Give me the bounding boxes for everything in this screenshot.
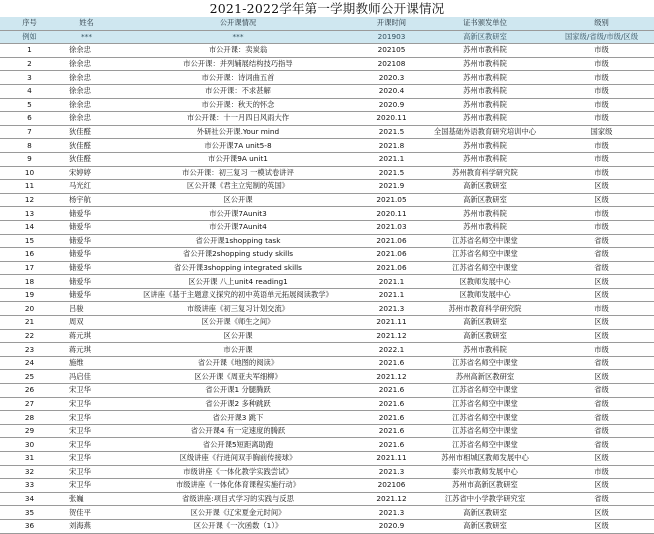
cell-index[interactable]: 10 xyxy=(0,166,59,180)
cell-issuer[interactable]: 苏州市高新区教研室 xyxy=(421,479,549,493)
cell-lesson[interactable]: 省级讲座:项目式学习的实践与反思 xyxy=(114,492,362,506)
cell-issuer[interactable]: 江苏省名师空中课堂 xyxy=(421,356,549,370)
cell-level[interactable]: 省级 xyxy=(549,234,654,248)
cell-teacher[interactable]: 储爱华 xyxy=(59,275,114,289)
cell-lesson[interactable]: 市公开课：诗词曲五首 xyxy=(114,71,362,85)
cell-date[interactable]: 2021.6 xyxy=(362,384,421,398)
cell-date[interactable]: 2022.1 xyxy=(362,343,421,357)
cell-index[interactable]: 25 xyxy=(0,370,59,384)
cell-issuer[interactable]: 江苏省名师空中课堂 xyxy=(421,424,549,438)
cell-index[interactable]: 21 xyxy=(0,316,59,330)
cell-index[interactable]: 6 xyxy=(0,112,59,126)
cell-level[interactable]: 省级 xyxy=(549,261,654,275)
cell-date[interactable]: 2021.9 xyxy=(362,180,421,194)
cell-issuer[interactable]: 苏州市教科院 xyxy=(421,71,549,85)
cell-index[interactable]: 34 xyxy=(0,492,59,506)
cell-level[interactable]: 国家级 xyxy=(549,125,654,139)
cell-index[interactable]: 8 xyxy=(0,139,59,153)
cell-teacher[interactable]: 宋卫华 xyxy=(59,465,114,479)
cell-teacher[interactable]: 贺佳平 xyxy=(59,506,114,520)
cell-date[interactable]: 202105 xyxy=(362,44,421,58)
cell-date[interactable]: 2020.11 xyxy=(362,112,421,126)
cell-issuer[interactable]: 江苏省名师空中课堂 xyxy=(421,438,549,452)
cell-issuer[interactable]: 高新区教研室 xyxy=(421,316,549,330)
cell-issuer[interactable]: 江苏省中小学教学研究室 xyxy=(421,492,549,506)
cell-issuer[interactable]: 苏州市教科院 xyxy=(421,343,549,357)
table-row xyxy=(0,98,654,112)
cell-date[interactable]: 2020.9 xyxy=(362,98,421,112)
table-row xyxy=(0,397,654,411)
cell-issuer[interactable]: 区教师发展中心 xyxy=(421,288,549,302)
table-row xyxy=(0,411,654,425)
cell-index[interactable]: 22 xyxy=(0,329,59,343)
cell-date[interactable]: 2021.11 xyxy=(362,452,421,466)
cell-issuer[interactable]: 高新区教研室 xyxy=(421,180,549,194)
cell-index[interactable]: 11 xyxy=(0,180,59,194)
cell-issuer[interactable]: 高新区教研室 xyxy=(421,329,549,343)
cell-date[interactable]: 2021.3 xyxy=(362,465,421,479)
table-row xyxy=(0,492,654,506)
table-row xyxy=(0,139,654,153)
table-row xyxy=(0,438,654,452)
cell-teacher[interactable]: 蒋元琪 xyxy=(59,343,114,357)
cell-level[interactable]: 省级 xyxy=(549,397,654,411)
table-row xyxy=(0,465,654,479)
cell-level[interactable]: 省级 xyxy=(549,248,654,262)
cell-index[interactable]: 28 xyxy=(0,411,59,425)
cell-level[interactable]: 省级 xyxy=(549,384,654,398)
cell-date[interactable]: 2021.3 xyxy=(362,506,421,520)
header-cell-name[interactable]: 姓名 xyxy=(59,17,114,30)
table-row xyxy=(0,261,654,275)
cell-lesson[interactable]: 外研社公开课.Your mind xyxy=(114,125,362,139)
cell-teacher[interactable]: 宋卫华 xyxy=(59,397,114,411)
cell-issuer[interactable]: 苏州市教科院 xyxy=(421,44,549,58)
cell-date[interactable]: 2021.12 xyxy=(362,329,421,343)
cell-teacher[interactable]: 储爱华 xyxy=(59,207,114,221)
cell-date[interactable]: 2021.5 xyxy=(362,125,421,139)
cell-index[interactable]: 15 xyxy=(0,234,59,248)
cell-teacher[interactable]: 宋卫华 xyxy=(59,411,114,425)
cell-date[interactable]: 2021.6 xyxy=(362,424,421,438)
cell-issuer[interactable]: 高新区教研室 xyxy=(421,506,549,520)
cell-teacher[interactable]: 狄佳醛 xyxy=(59,152,114,166)
cell-date[interactable]: 2021.6 xyxy=(362,411,421,425)
cell-index[interactable]: 18 xyxy=(0,275,59,289)
table-row xyxy=(0,288,654,302)
cell-lesson[interactable]: 市级讲座《一体化体育课程实施行动》 xyxy=(114,479,362,493)
cell-lesson[interactable]: 省公开课1 分腿腾跃 xyxy=(114,384,362,398)
cell-lesson[interactable]: 市级讲座《初三复习计划交流》 xyxy=(114,302,362,316)
cell-lesson[interactable]: 市公开课7Aunit3 xyxy=(114,207,362,221)
cell-teacher[interactable]: 宋卫华 xyxy=(59,424,114,438)
cell-teacher[interactable]: 宋卫华 xyxy=(59,438,114,452)
table-row xyxy=(0,112,654,126)
table-row xyxy=(0,71,654,85)
cell-teacher[interactable]: 徐余忠 xyxy=(59,71,114,85)
cell-level[interactable]: 省级 xyxy=(549,411,654,425)
cell-date[interactable]: 2021.03 xyxy=(362,220,421,234)
cell-index[interactable]: 32 xyxy=(0,465,59,479)
cell-level[interactable]: 市级 xyxy=(549,465,654,479)
cell-index[interactable]: 30 xyxy=(0,438,59,452)
cell-teacher[interactable]: 储爱华 xyxy=(59,220,114,234)
cell-index[interactable]: 33 xyxy=(0,479,59,493)
cell-date[interactable]: 202108 xyxy=(362,57,421,71)
cell-level[interactable]: 市级 xyxy=(549,71,654,85)
table-row xyxy=(0,370,654,384)
cell-lesson[interactable]: 省公开课4 有一定速度的腾跃 xyxy=(114,424,362,438)
table-row xyxy=(0,44,654,58)
table-row xyxy=(0,506,654,520)
cell-index[interactable]: 20 xyxy=(0,302,59,316)
cell-lesson[interactable]: 市公开课：初三复习 一模试卷讲评 xyxy=(114,166,362,180)
cell-lesson[interactable]: 市公开课9A unit1 xyxy=(114,152,362,166)
table-row xyxy=(0,302,654,316)
table-row xyxy=(0,479,654,493)
cell-issuer[interactable]: 江苏省名师空中课堂 xyxy=(421,384,549,398)
cell-lesson[interactable]: 市公开课 xyxy=(114,343,362,357)
cell-teacher[interactable]: 吕骏 xyxy=(59,302,114,316)
cell-lesson[interactable]: 市公开课：十一月四日风雨大作 xyxy=(114,112,362,126)
cell-date[interactable]: 2021.1 xyxy=(362,152,421,166)
example-cell[interactable]: 高新区教研室 xyxy=(421,30,549,44)
cell-issuer[interactable]: 苏州高新区教研室 xyxy=(421,370,549,384)
table-row xyxy=(0,316,654,330)
cell-level[interactable]: 市级 xyxy=(549,166,654,180)
cell-lesson[interactable]: 省公开课5短距离助跑 xyxy=(114,438,362,452)
cell-level[interactable]: 区级 xyxy=(549,193,654,207)
cell-teacher[interactable]: 储爱华 xyxy=(59,288,114,302)
cell-issuer[interactable]: 高新区教研室 xyxy=(421,519,549,533)
cell-index[interactable]: 7 xyxy=(0,125,59,139)
cell-level[interactable]: 市级 xyxy=(549,84,654,98)
cell-date[interactable]: 2021.06 xyxy=(362,234,421,248)
example-cell[interactable]: 201903 xyxy=(362,30,421,44)
cell-date[interactable]: 2020.3 xyxy=(362,71,421,85)
cell-teacher[interactable]: 宋卫华 xyxy=(59,479,114,493)
cell-issuer[interactable]: 高新区教研室 xyxy=(421,193,549,207)
cell-lesson[interactable]: 区公开课《君主立宪制的英国》 xyxy=(114,180,362,194)
cell-level[interactable]: 市级 xyxy=(549,98,654,112)
example-cell[interactable]: 例如 xyxy=(0,30,59,44)
cell-date[interactable]: 2021.1 xyxy=(362,288,421,302)
table-row xyxy=(0,356,654,370)
cell-issuer[interactable]: 苏州市教科院 xyxy=(421,207,549,221)
cell-lesson[interactable]: 区公开课 八上unit4 reading1 xyxy=(114,275,362,289)
cell-level[interactable]: 市级 xyxy=(549,302,654,316)
table-row xyxy=(0,84,654,98)
cell-issuer[interactable]: 泰兴市教师发展中心 xyxy=(421,465,549,479)
cell-level[interactable]: 市级 xyxy=(549,343,654,357)
cell-index[interactable]: 9 xyxy=(0,152,59,166)
cell-date[interactable]: 2021.1 xyxy=(362,275,421,289)
cell-teacher[interactable]: 宋婷婷 xyxy=(59,166,114,180)
cell-level[interactable]: 省级 xyxy=(549,438,654,452)
cell-lesson[interactable]: 省公开课1shopping task xyxy=(114,234,362,248)
cell-teacher[interactable]: 宋卫华 xyxy=(59,452,114,466)
cell-level[interactable]: 市级 xyxy=(549,152,654,166)
example-cell[interactable]: *** xyxy=(114,30,362,44)
cell-issuer[interactable]: 苏州教育科学研究院 xyxy=(421,166,549,180)
cell-date[interactable]: 2020.4 xyxy=(362,84,421,98)
cell-lesson[interactable]: 区公开课 xyxy=(114,193,362,207)
cell-teacher[interactable]: 徐余忠 xyxy=(59,57,114,71)
cell-lesson[interactable]: 省公开课3shopping integrated skills xyxy=(114,261,362,275)
header-cell-index[interactable]: 序号 xyxy=(0,17,59,30)
cell-lesson[interactable]: 市公开课：卖炭翁 xyxy=(114,44,362,58)
header-row xyxy=(0,17,654,30)
cell-index[interactable]: 36 xyxy=(0,519,59,533)
cell-level[interactable]: 市级 xyxy=(549,207,654,221)
cell-level[interactable]: 区级 xyxy=(549,316,654,330)
cell-issuer[interactable]: 苏州市教育科学研究院 xyxy=(421,302,549,316)
cell-index[interactable]: 31 xyxy=(0,452,59,466)
cell-index[interactable]: 19 xyxy=(0,288,59,302)
cell-issuer[interactable]: 苏州市相城区教师发展中心 xyxy=(421,452,549,466)
example-cell[interactable]: 国家级/省级/市级/区级 xyxy=(549,30,654,44)
cell-level[interactable]: 市级 xyxy=(549,139,654,153)
cell-issuer[interactable]: 江苏省名师空中课堂 xyxy=(421,261,549,275)
cell-date[interactable]: 2020.9 xyxy=(362,519,421,533)
cell-teacher[interactable]: 杨宇航 xyxy=(59,193,114,207)
cell-level[interactable]: 市级 xyxy=(549,112,654,126)
cell-level[interactable]: 区级 xyxy=(549,479,654,493)
cell-lesson[interactable]: 省公开课3 跳下 xyxy=(114,411,362,425)
cell-lesson[interactable]: 省公开课2shopping study skills xyxy=(114,248,362,262)
cell-teacher[interactable]: 储爱华 xyxy=(59,261,114,275)
cell-date[interactable]: 2021.11 xyxy=(362,316,421,330)
cell-level[interactable]: 市级 xyxy=(549,220,654,234)
cell-date[interactable]: 2021.05 xyxy=(362,193,421,207)
cell-teacher[interactable]: 蒋元琪 xyxy=(59,329,114,343)
cell-lesson[interactable]: 市公开课7Aunit4 xyxy=(114,220,362,234)
cell-teacher[interactable]: 徐余忠 xyxy=(59,84,114,98)
cell-level[interactable]: 省级 xyxy=(549,424,654,438)
cell-index[interactable]: 23 xyxy=(0,343,59,357)
cell-index[interactable]: 5 xyxy=(0,98,59,112)
table-row xyxy=(0,180,654,194)
cell-lesson[interactable]: 区公开课《一次函数（1）》 xyxy=(114,519,362,533)
cell-lesson[interactable]: 区级讲座《行进间双手胸前传接球》 xyxy=(114,452,362,466)
cell-issuer[interactable]: 江苏省名师空中课堂 xyxy=(421,411,549,425)
cell-teacher[interactable]: 张巍 xyxy=(59,492,114,506)
table-row xyxy=(0,152,654,166)
table-row xyxy=(0,329,654,343)
cell-issuer[interactable]: 苏州市教科院 xyxy=(421,220,549,234)
cell-date[interactable]: 2021.6 xyxy=(362,438,421,452)
cell-date[interactable]: 2021.06 xyxy=(362,248,421,262)
cell-index[interactable]: 24 xyxy=(0,356,59,370)
cell-teacher[interactable]: 宋卫华 xyxy=(59,384,114,398)
cell-level[interactable]: 区级 xyxy=(549,288,654,302)
cell-level[interactable]: 区级 xyxy=(549,275,654,289)
header-cell-lesson[interactable]: 公开课情况 xyxy=(114,17,362,30)
cell-level[interactable]: 市级 xyxy=(549,44,654,58)
cell-date[interactable]: 2021.6 xyxy=(362,356,421,370)
table-row xyxy=(0,384,654,398)
cell-date[interactable]: 2021.5 xyxy=(362,166,421,180)
cell-date[interactable]: 202106 xyxy=(362,479,421,493)
cell-teacher[interactable]: 狄佳醛 xyxy=(59,139,114,153)
cell-index[interactable]: 26 xyxy=(0,384,59,398)
table-row xyxy=(0,343,654,357)
header-cell-issuer[interactable]: 证书颁发单位 xyxy=(421,17,549,30)
cell-issuer[interactable]: 苏州市教科院 xyxy=(421,139,549,153)
table-row xyxy=(0,57,654,71)
table-row xyxy=(0,193,654,207)
cell-lesson[interactable]: 市公开课：不求甚解 xyxy=(114,84,362,98)
table-row xyxy=(0,166,654,180)
cell-issuer[interactable]: 苏州市教科院 xyxy=(421,57,549,71)
cell-teacher[interactable]: 冯启佳 xyxy=(59,370,114,384)
cell-index[interactable]: 35 xyxy=(0,506,59,520)
cell-issuer[interactable]: 全国基础外语教育研究培训中心 xyxy=(421,125,549,139)
cell-index[interactable]: 16 xyxy=(0,248,59,262)
cell-issuer[interactable]: 区教师发展中心 xyxy=(421,275,549,289)
example-cell[interactable]: *** xyxy=(59,30,114,44)
table-row xyxy=(0,207,654,221)
header-cell-level[interactable]: 级别 xyxy=(549,17,654,30)
cell-date[interactable]: 2020.11 xyxy=(362,207,421,221)
table-row xyxy=(0,248,654,262)
cell-lesson[interactable]: 省公开课《地图的阅读》 xyxy=(114,356,362,370)
cell-date[interactable]: 2021.12 xyxy=(362,492,421,506)
cell-issuer[interactable]: 苏州市教科院 xyxy=(421,98,549,112)
cell-level[interactable]: 省级 xyxy=(549,492,654,506)
cell-level[interactable]: 省级 xyxy=(549,356,654,370)
cell-index[interactable]: 3 xyxy=(0,71,59,85)
table-row xyxy=(0,519,654,533)
table-row xyxy=(0,275,654,289)
example-row xyxy=(0,30,654,44)
table-row xyxy=(0,424,654,438)
cell-lesson[interactable]: 市公开课：秋天的怀念 xyxy=(114,98,362,112)
sheet-title: 2021-2022学年第一学期教师公开课情况 xyxy=(209,1,445,16)
cell-date[interactable]: 2021.6 xyxy=(362,397,421,411)
cell-teacher[interactable]: 储爱华 xyxy=(59,234,114,248)
cell-index[interactable]: 1 xyxy=(0,44,59,58)
cell-issuer[interactable]: 江苏省名师空中课堂 xyxy=(421,248,549,262)
cell-date[interactable]: 2021.06 xyxy=(362,261,421,275)
cell-lesson[interactable]: 区公开课《辽宋夏金元时间》 xyxy=(114,506,362,520)
cell-level[interactable]: 区级 xyxy=(549,180,654,194)
cell-issuer[interactable]: 江苏省名师空中课堂 xyxy=(421,397,549,411)
cell-lesson[interactable]: 省公开课2 多种跳跃 xyxy=(114,397,362,411)
cell-level[interactable]: 市级 xyxy=(549,57,654,71)
cell-level[interactable]: 区级 xyxy=(549,370,654,384)
cell-teacher[interactable]: 施维 xyxy=(59,356,114,370)
cell-level[interactable]: 区级 xyxy=(549,329,654,343)
cell-teacher[interactable]: 储爱华 xyxy=(59,248,114,262)
cell-index[interactable]: 13 xyxy=(0,207,59,221)
cell-teacher[interactable]: 徐余忠 xyxy=(59,44,114,58)
cell-issuer[interactable]: 苏州市教科院 xyxy=(421,112,549,126)
cell-date[interactable]: 2021.12 xyxy=(362,370,421,384)
cell-lesson[interactable]: 市公开课7A unit5-8 xyxy=(114,139,362,153)
cell-lesson[interactable]: 区讲座《基于主题意义探究的初中英语单元拓展阅读教学》 xyxy=(114,288,362,302)
cell-index[interactable]: 27 xyxy=(0,397,59,411)
cell-lesson[interactable]: 市级讲座《一体化教学实践尝试》 xyxy=(114,465,362,479)
cell-lesson[interactable]: 区公开课《周亚夫军细柳》 xyxy=(114,370,362,384)
table-row xyxy=(0,220,654,234)
cell-teacher[interactable]: 马光红 xyxy=(59,180,114,194)
cell-lesson[interactable]: 区公开课《师生之间》 xyxy=(114,316,362,330)
cell-teacher[interactable]: 徐余忠 xyxy=(59,112,114,126)
cell-date[interactable]: 2021.3 xyxy=(362,302,421,316)
cell-level[interactable]: 区级 xyxy=(549,506,654,520)
cell-index[interactable]: 29 xyxy=(0,424,59,438)
cell-teacher[interactable]: 狄佳醛 xyxy=(59,125,114,139)
cell-index[interactable]: 12 xyxy=(0,193,59,207)
cell-issuer[interactable]: 苏州市教科院 xyxy=(421,152,549,166)
cell-issuer[interactable]: 江苏省名师空中课堂 xyxy=(421,234,549,248)
table-row xyxy=(0,452,654,466)
cell-issuer[interactable]: 苏州市教科院 xyxy=(421,84,549,98)
lessons-table xyxy=(0,17,654,534)
cell-date[interactable]: 2021.8 xyxy=(362,139,421,153)
cell-lesson[interactable]: 市公开课：并列辅展结构技巧指导 xyxy=(114,57,362,71)
cell-level[interactable]: 区级 xyxy=(549,519,654,533)
cell-index[interactable]: 4 xyxy=(0,84,59,98)
table-row xyxy=(0,125,654,139)
table-row xyxy=(0,234,654,248)
header-cell-date[interactable]: 开课时间 xyxy=(362,17,421,30)
cell-lesson[interactable]: 区公开课 xyxy=(114,329,362,343)
cell-index[interactable]: 17 xyxy=(0,261,59,275)
cell-level[interactable]: 区级 xyxy=(549,452,654,466)
cell-teacher[interactable]: 徐余忠 xyxy=(59,98,114,112)
cell-index[interactable]: 14 xyxy=(0,220,59,234)
cell-index[interactable]: 2 xyxy=(0,57,59,71)
cell-teacher[interactable]: 周双 xyxy=(59,316,114,330)
cell-teacher[interactable]: 刘海燕 xyxy=(59,519,114,533)
